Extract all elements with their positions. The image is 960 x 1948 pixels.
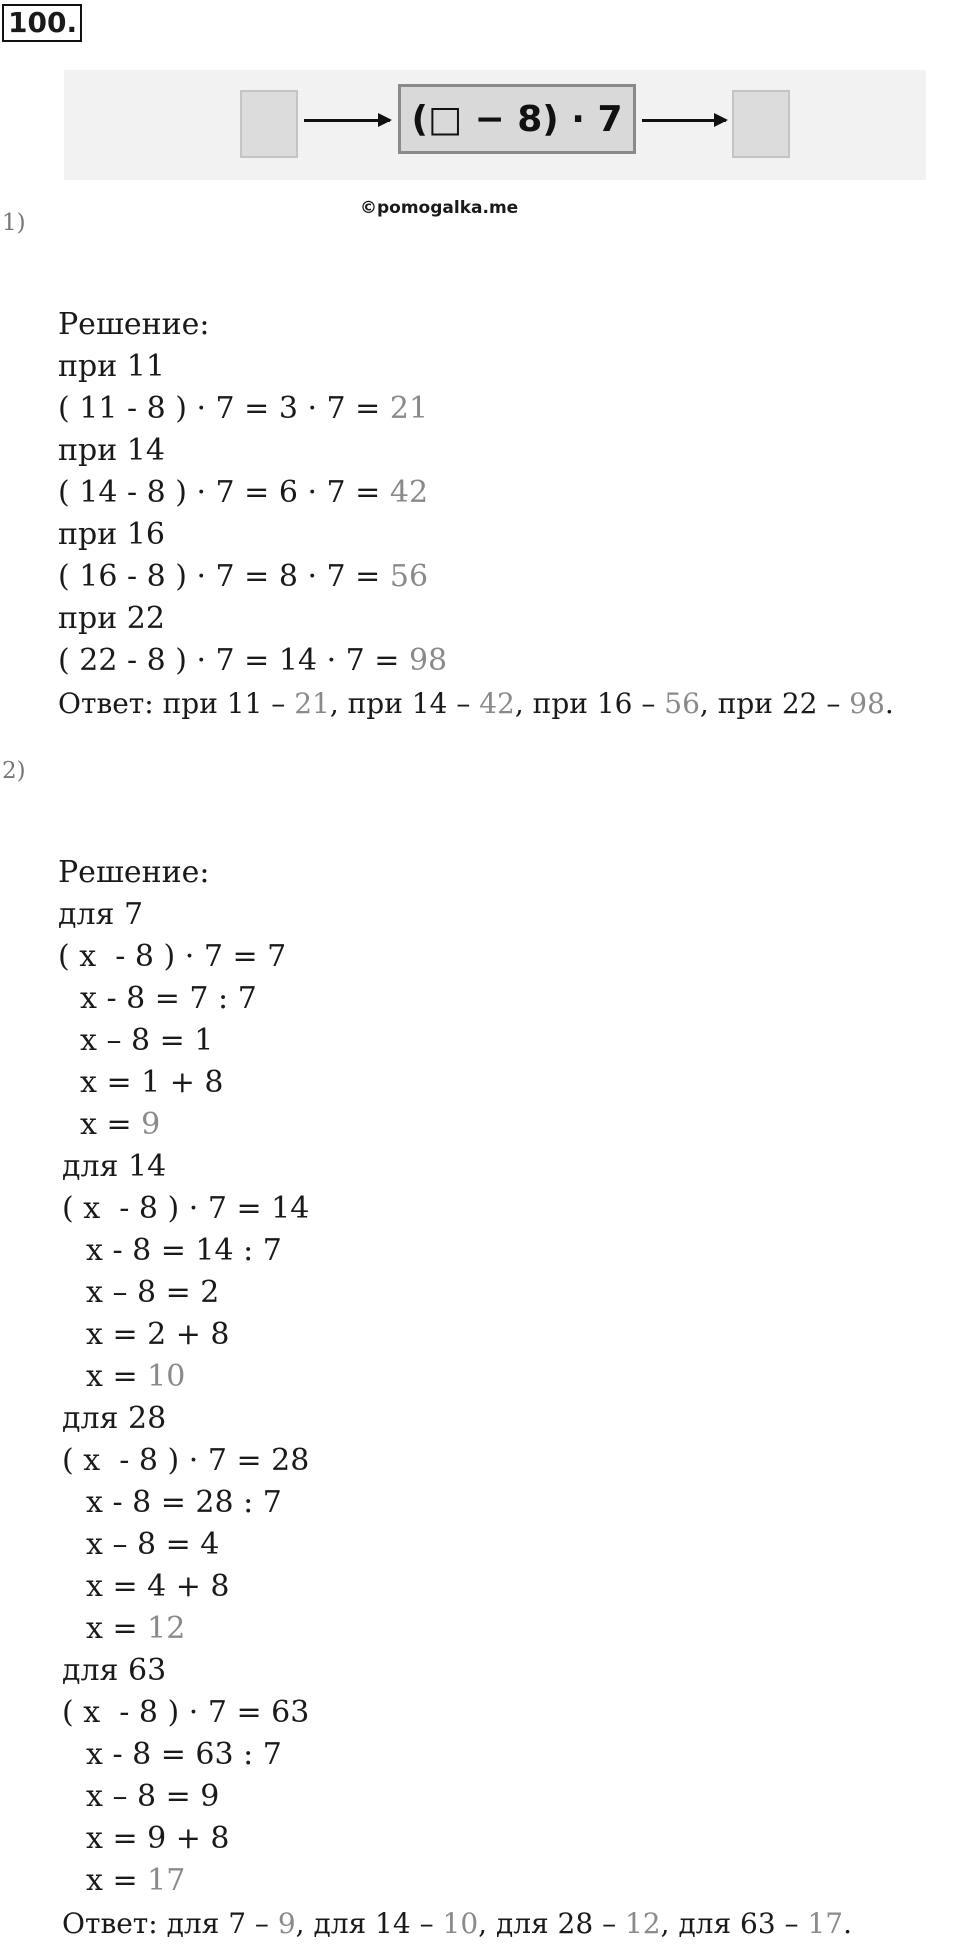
calc-line: ( 11 - 8 ) · 7 = 3 · 7 = 21 — [58, 391, 429, 426]
input-square — [240, 90, 298, 158]
solution-heading: Решение: — [58, 307, 210, 342]
condition: для 28 — [62, 1401, 167, 1436]
arrow-right-icon — [304, 119, 390, 122]
step: x = 2 + 8 — [86, 1317, 230, 1352]
problem-number: 100. — [2, 4, 82, 42]
part-label: 2) — [2, 758, 26, 784]
equation: ( x - 8 ) · 7 = 63 — [62, 1695, 310, 1730]
calc-line: ( 16 - 8 ) · 7 = 8 · 7 = 56 — [58, 559, 429, 594]
answer-line: Ответ: при 11 – 21, при 14 – 42, при 16 – 56, при 22 – 98. — [58, 687, 894, 720]
step: x - 8 = 7 : 7 — [80, 981, 257, 1016]
condition: при 14 — [58, 433, 165, 468]
step-result: x = 17 — [86, 1863, 186, 1898]
step-result: x = 9 — [80, 1107, 161, 1142]
watermark: ©pomogalka.me — [360, 198, 519, 218]
equation: ( x - 8 ) · 7 = 28 — [62, 1443, 310, 1478]
calc-line: ( 22 - 8 ) · 7 = 14 · 7 = 98 — [58, 643, 448, 678]
step: x - 8 = 28 : 7 — [86, 1485, 282, 1520]
result-value: 9 — [141, 1107, 161, 1142]
result-value: 10 — [147, 1359, 186, 1394]
result-value: 21 — [389, 391, 429, 426]
step: x = 4 + 8 — [86, 1569, 230, 1604]
condition: для 14 — [62, 1149, 167, 1184]
step: x = 1 + 8 — [80, 1065, 224, 1100]
step: x - 8 = 63 : 7 — [86, 1737, 282, 1772]
step: x = 9 + 8 — [86, 1821, 230, 1856]
result-value: 17 — [147, 1863, 186, 1898]
step: x – 8 = 9 — [86, 1779, 220, 1814]
step-result: x = 10 — [86, 1359, 186, 1394]
solution-heading: Решение: — [58, 855, 210, 890]
result-value: 98 — [408, 643, 448, 678]
step-result: x = 12 — [86, 1611, 186, 1646]
equation: ( x - 8 ) · 7 = 14 — [62, 1191, 310, 1226]
calc-line: ( 14 - 8 ) · 7 = 6 · 7 = 42 — [58, 475, 429, 510]
part-label: 1) — [2, 210, 26, 236]
step: x - 8 = 14 : 7 — [86, 1233, 282, 1268]
result-value: 56 — [389, 559, 429, 594]
expression-box: (□ − 8) · 7 — [398, 84, 636, 154]
output-square — [732, 90, 790, 158]
condition: для 63 — [62, 1653, 167, 1688]
arrow-right-icon — [642, 119, 726, 122]
step: x – 8 = 2 — [86, 1275, 220, 1310]
answer-line: Ответ: для 7 – 9, для 14 – 10, для 28 – 12, для 63 – 17. — [62, 1907, 853, 1940]
condition: при 22 — [58, 601, 165, 636]
equation: ( x - 8 ) · 7 = 7 — [58, 939, 287, 974]
step: x – 8 = 1 — [80, 1023, 214, 1058]
condition: при 11 — [58, 349, 165, 384]
step: x – 8 = 4 — [86, 1527, 220, 1562]
condition: при 16 — [58, 517, 165, 552]
condition: для 7 — [58, 897, 144, 932]
result-value: 12 — [147, 1611, 186, 1646]
result-value: 42 — [389, 475, 429, 510]
